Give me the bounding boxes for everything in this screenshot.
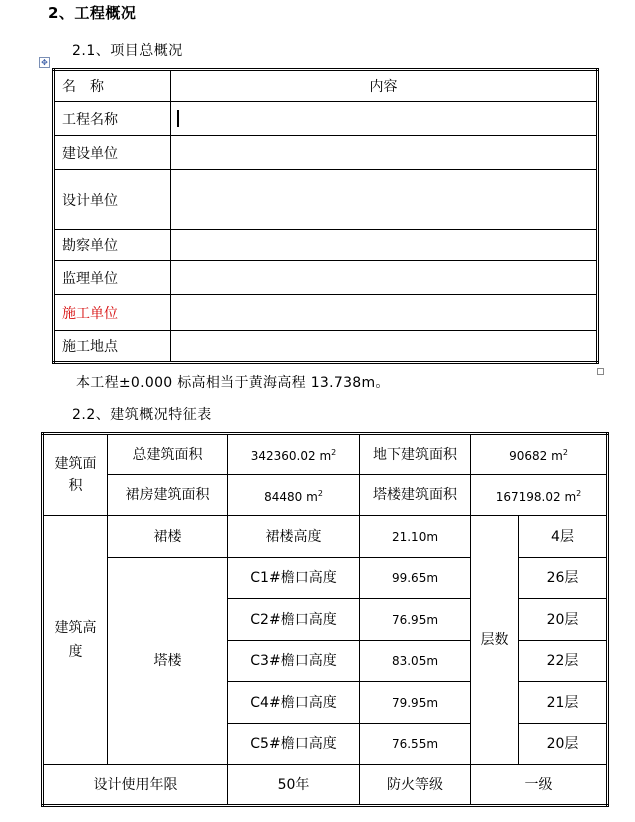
table-row [43, 558, 608, 599]
tower-height-value: 76.95m [360, 599, 471, 641]
total-area-value: 342360.02 $m^2$ [228, 434, 360, 475]
row-label: 施工地点 [54, 331, 171, 363]
tower-height-value: 76.55m [360, 724, 471, 765]
table-row[interactable] [54, 331, 598, 363]
tower-area-label: 塔楼建筑面积 [360, 475, 471, 516]
tower-height-value: 83.05m [360, 641, 471, 682]
table-row[interactable] [54, 261, 598, 295]
tower-height-label: C5#檐口高度 [228, 724, 360, 765]
podium-area-label: 裙房建筑面积 [108, 475, 228, 516]
tower-height-label: C1#檐口高度 [228, 558, 360, 599]
table-row[interactable] [54, 295, 598, 331]
tower-area-value: 167198.02 $m^2$ [471, 475, 608, 516]
design-life-value: 50年 [228, 765, 360, 806]
row-label: 监理单位 [54, 261, 171, 295]
table-row [43, 475, 608, 516]
podium-label: 裙楼 [108, 516, 228, 558]
row-value-cell[interactable] [171, 230, 598, 261]
fire-rating-label: 防火等级 [360, 765, 471, 806]
row-label: 勘察单位 [54, 230, 171, 261]
tower-height-label: C4#檐口高度 [228, 682, 360, 724]
tower-height-value: 99.65m [360, 558, 471, 599]
podium-height-value: 21.10m [360, 516, 471, 558]
area-group-label: 建筑面积 [43, 434, 108, 516]
section-heading: 2、工程概况 [48, 4, 137, 22]
table-row[interactable] [54, 136, 598, 170]
tower-floors: 20层 [519, 599, 608, 641]
table-row[interactable] [54, 170, 598, 230]
row-label: 设计单位 [54, 170, 171, 230]
row-value-cell[interactable] [171, 136, 598, 170]
text-cursor [177, 110, 179, 127]
table-resize-handle[interactable] [597, 368, 604, 375]
row-value-cell[interactable] [171, 261, 598, 295]
tower-floors: 20层 [519, 724, 608, 765]
podium-height-label: 裙楼高度 [228, 516, 360, 558]
table-move-handle-icon[interactable]: ✥ [39, 57, 50, 68]
tower-height-label: C2#檐口高度 [228, 599, 360, 641]
project-overview-table [52, 68, 599, 364]
row-value-cell[interactable] [171, 170, 598, 230]
design-life-label: 设计使用年限 [43, 765, 228, 806]
row-value-cell[interactable] [171, 331, 598, 363]
table-header-row [54, 70, 598, 102]
podium-floors: 4层 [519, 516, 608, 558]
tower-floors: 21层 [519, 682, 608, 724]
row-label: 工程名称 [54, 102, 171, 136]
building-features-table [41, 432, 609, 807]
row-value-cell[interactable] [171, 102, 598, 136]
table-row [43, 765, 608, 806]
row-label-highlighted: 施工单位 [54, 295, 171, 331]
underground-area-value: 90682 $m^2$ [471, 434, 608, 475]
subsection-title-features: 2.2、建筑概况特征表 [72, 407, 212, 423]
subsection-title-overview: 2.1、项目总概况 [72, 43, 183, 59]
tower-label: 塔楼 [108, 558, 228, 765]
table-row [43, 516, 608, 558]
elevation-note: 本工程±0.000 标高相当于黄海高程 13.738m。 [76, 375, 390, 391]
header-content-cell: 内容 [171, 70, 598, 102]
tower-height-label: C3#檐口高度 [228, 641, 360, 682]
height-group-label: 建筑高度 [43, 516, 108, 765]
table-row [43, 434, 608, 475]
floors-label: 层数 [471, 516, 519, 765]
table-row[interactable] [54, 102, 598, 136]
podium-area-value: 84480 $m^2$ [228, 475, 360, 516]
row-value-cell[interactable] [171, 295, 598, 331]
row-label: 建设单位 [54, 136, 171, 170]
tower-floors: 22层 [519, 641, 608, 682]
total-area-label: 总建筑面积 [108, 434, 228, 475]
tower-height-value: 79.95m [360, 682, 471, 724]
header-name-cell: 名 称 [54, 70, 171, 102]
tower-floors: 26层 [519, 558, 608, 599]
underground-area-label: 地下建筑面积 [360, 434, 471, 475]
fire-rating-value: 一级 [471, 765, 608, 806]
table-row[interactable] [54, 230, 598, 261]
